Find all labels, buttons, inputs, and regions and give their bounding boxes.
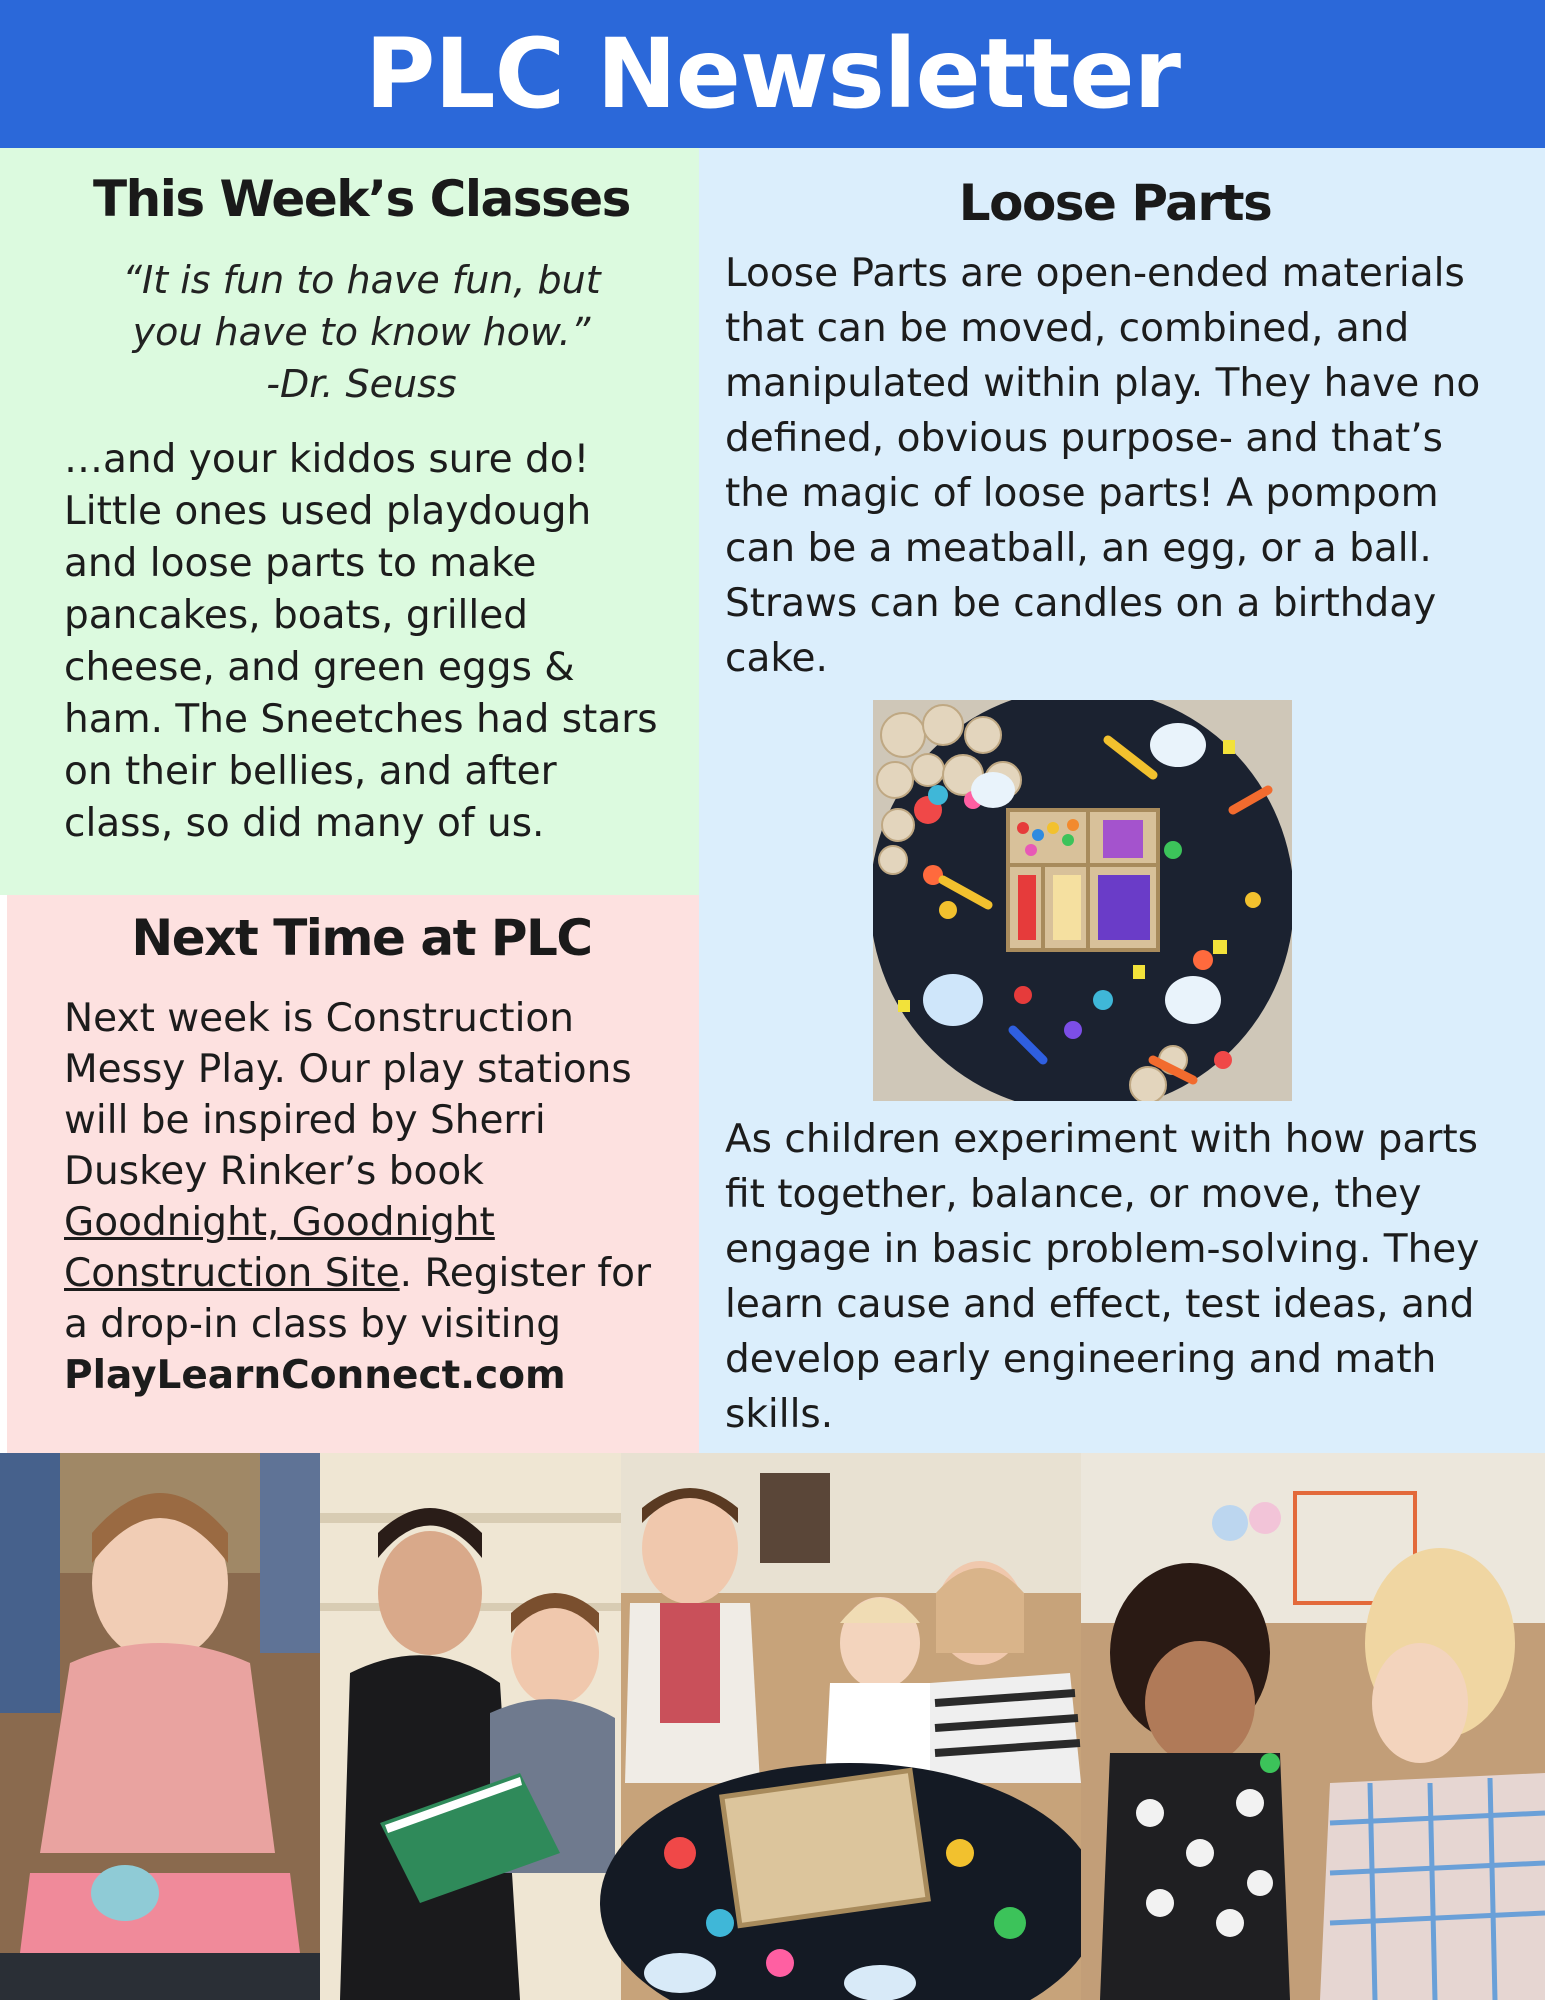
photo-toddlers-playing <box>1081 1453 1545 2000</box>
newsletter-header <box>0 0 1545 148</box>
next-time-text-before: Next week is Construction Messy Play. Our play stations will be inspired by Sherri Duskey Rinker’s book <box>64 996 632 1194</box>
photo-kids-tray <box>600 1453 1100 2000</box>
next-time-body <box>64 993 659 1401</box>
newsletter-title: PLC Newsletter <box>365 18 1180 130</box>
classes-heading: This Week’s Classes <box>93 170 630 228</box>
next-time-heading: Next Time at PLC <box>131 909 592 967</box>
photo-mom-reading <box>320 1453 621 2000</box>
classes-body: …and your kiddos sure do! Little ones used playdough and loose parts to make pancakes, boats, grilled cheese, and green eggs & ham. The Sneetches had stars on their bellies, and after class, so did many of us. <box>64 437 658 846</box>
loose-parts-paragraph-1: Loose Parts are open-ended materials that can be moved, combined, and manipulated within play. They have no defined, obvious purpose- and that’s the magic of loose parts! A pompom can be a meatball, an egg, or a ball. Straws can be candles on a birthday cake. <box>725 251 1481 681</box>
quote-line-2: you have to know how.” <box>132 310 591 354</box>
website-link[interactable]: PlayLearnConnect.com <box>64 1353 566 1398</box>
quote-author: -Dr. Seuss <box>266 362 457 406</box>
book-title: Goodnight, Goodnight Construction Site <box>64 1200 495 1296</box>
loose-parts-heading: Loose Parts <box>958 174 1272 232</box>
loose-parts-tray-photo <box>873 700 1292 1101</box>
this-weeks-classes-section <box>0 148 699 895</box>
class-photo-strip <box>0 1453 1545 2000</box>
photo-girl-playdough <box>0 1453 320 2000</box>
next-time-section <box>7 895 699 1453</box>
quote-line-1: “It is fun to have fun, but <box>122 258 601 302</box>
section-gap <box>0 895 7 1453</box>
loose-parts-paragraph-2: As children experiment with how parts fit together, balance, or move, they engage in basic problem-solving. They learn cause and effect, test ideas, and develop early engineering and math skills. <box>725 1117 1480 1437</box>
next-time-text-after: . Register for a drop-in class by visiting <box>64 1251 651 1347</box>
seuss-quote <box>64 254 659 410</box>
